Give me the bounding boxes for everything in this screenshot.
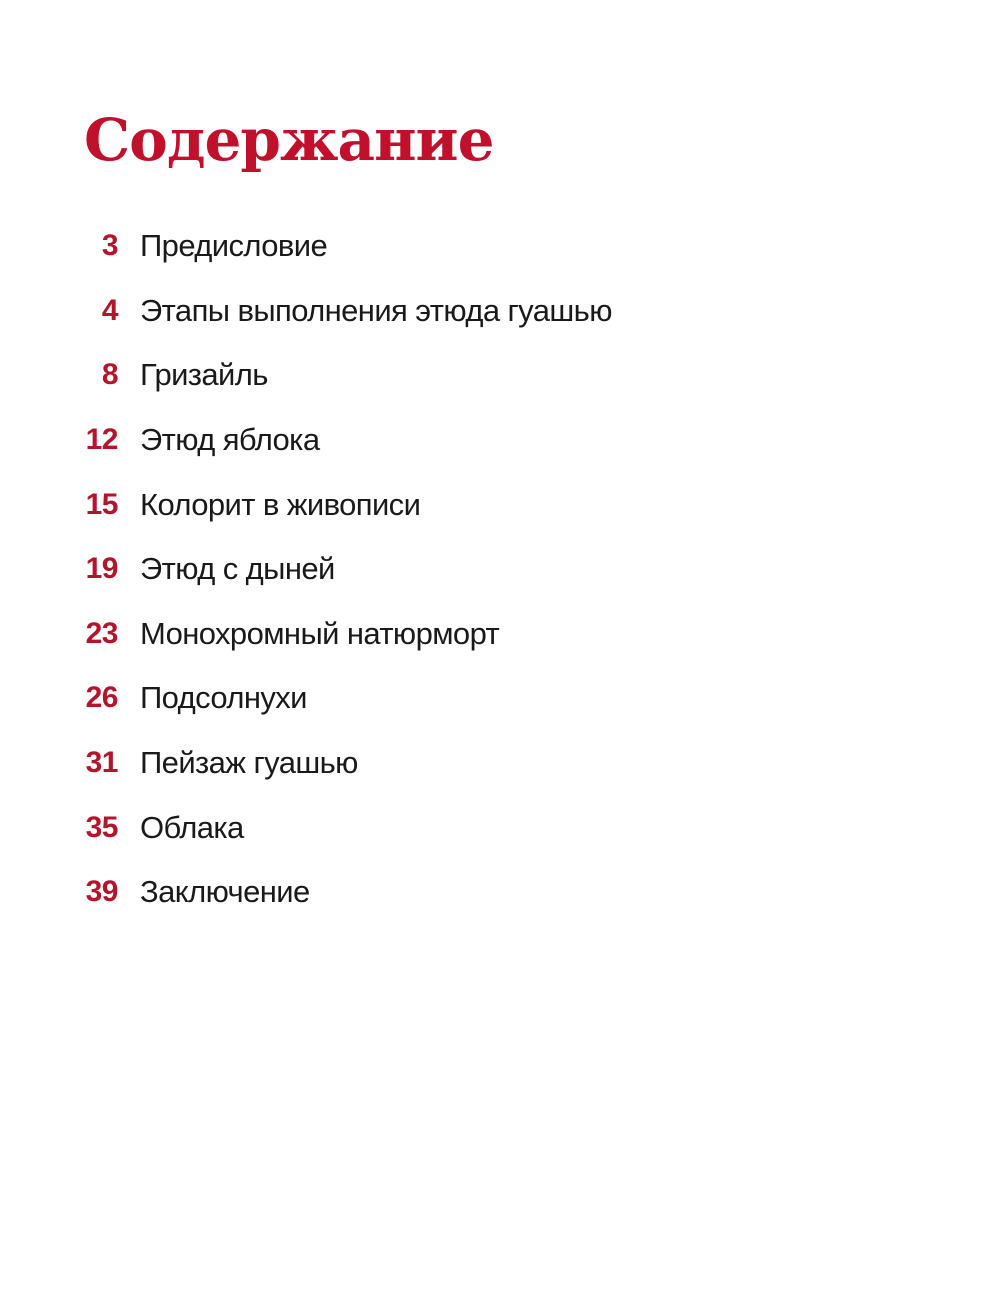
toc-entry-title: Этюд с дыней xyxy=(140,551,335,587)
toc-entry[interactable] xyxy=(0,731,1000,796)
toc-entry[interactable] xyxy=(0,279,1000,344)
toc-page-number: 12 xyxy=(85,423,118,457)
toc-page-number: 3 xyxy=(101,229,118,263)
toc-entry-title: Предисловие xyxy=(140,228,328,264)
toc-entry-title: Заключение xyxy=(140,874,310,910)
toc-entry[interactable] xyxy=(0,214,1000,279)
toc-entry[interactable] xyxy=(0,666,1000,731)
toc-page-number: 19 xyxy=(85,552,118,586)
toc-entry-title: Облака xyxy=(140,809,244,845)
toc-entry[interactable] xyxy=(0,795,1000,860)
toc-entry-title: Этюд яблока xyxy=(140,422,320,458)
toc-entry-title: Подсолнухи xyxy=(140,680,307,716)
toc-page-number: 35 xyxy=(85,810,118,844)
toc-page-number: 23 xyxy=(85,616,118,650)
toc-entry-title: Этапы выполнения этюда гуашью xyxy=(140,292,612,328)
toc-page-number: 8 xyxy=(101,358,118,392)
toc-entry-title: Пейзаж гуашью xyxy=(140,745,358,781)
toc-page-number: 15 xyxy=(85,487,118,521)
toc-entry[interactable] xyxy=(0,343,1000,408)
toc-entry[interactable] xyxy=(0,472,1000,537)
toc-entry[interactable] xyxy=(0,860,1000,925)
toc-entry[interactable] xyxy=(0,408,1000,473)
table-of-contents xyxy=(0,214,1000,925)
toc-page-number: 4 xyxy=(101,293,118,327)
toc-entry[interactable] xyxy=(0,537,1000,602)
toc-page-number: 31 xyxy=(85,746,118,780)
toc-entry-title: Монохромный натюрморт xyxy=(140,615,500,651)
toc-entry-title: Гризайль xyxy=(140,357,268,393)
toc-page-number: 26 xyxy=(85,681,118,715)
toc-page-number: 39 xyxy=(85,875,118,909)
toc-entry-title: Колорит в живописи xyxy=(140,486,421,522)
toc-entry[interactable] xyxy=(0,602,1000,667)
page-title: Содержание xyxy=(84,106,494,174)
